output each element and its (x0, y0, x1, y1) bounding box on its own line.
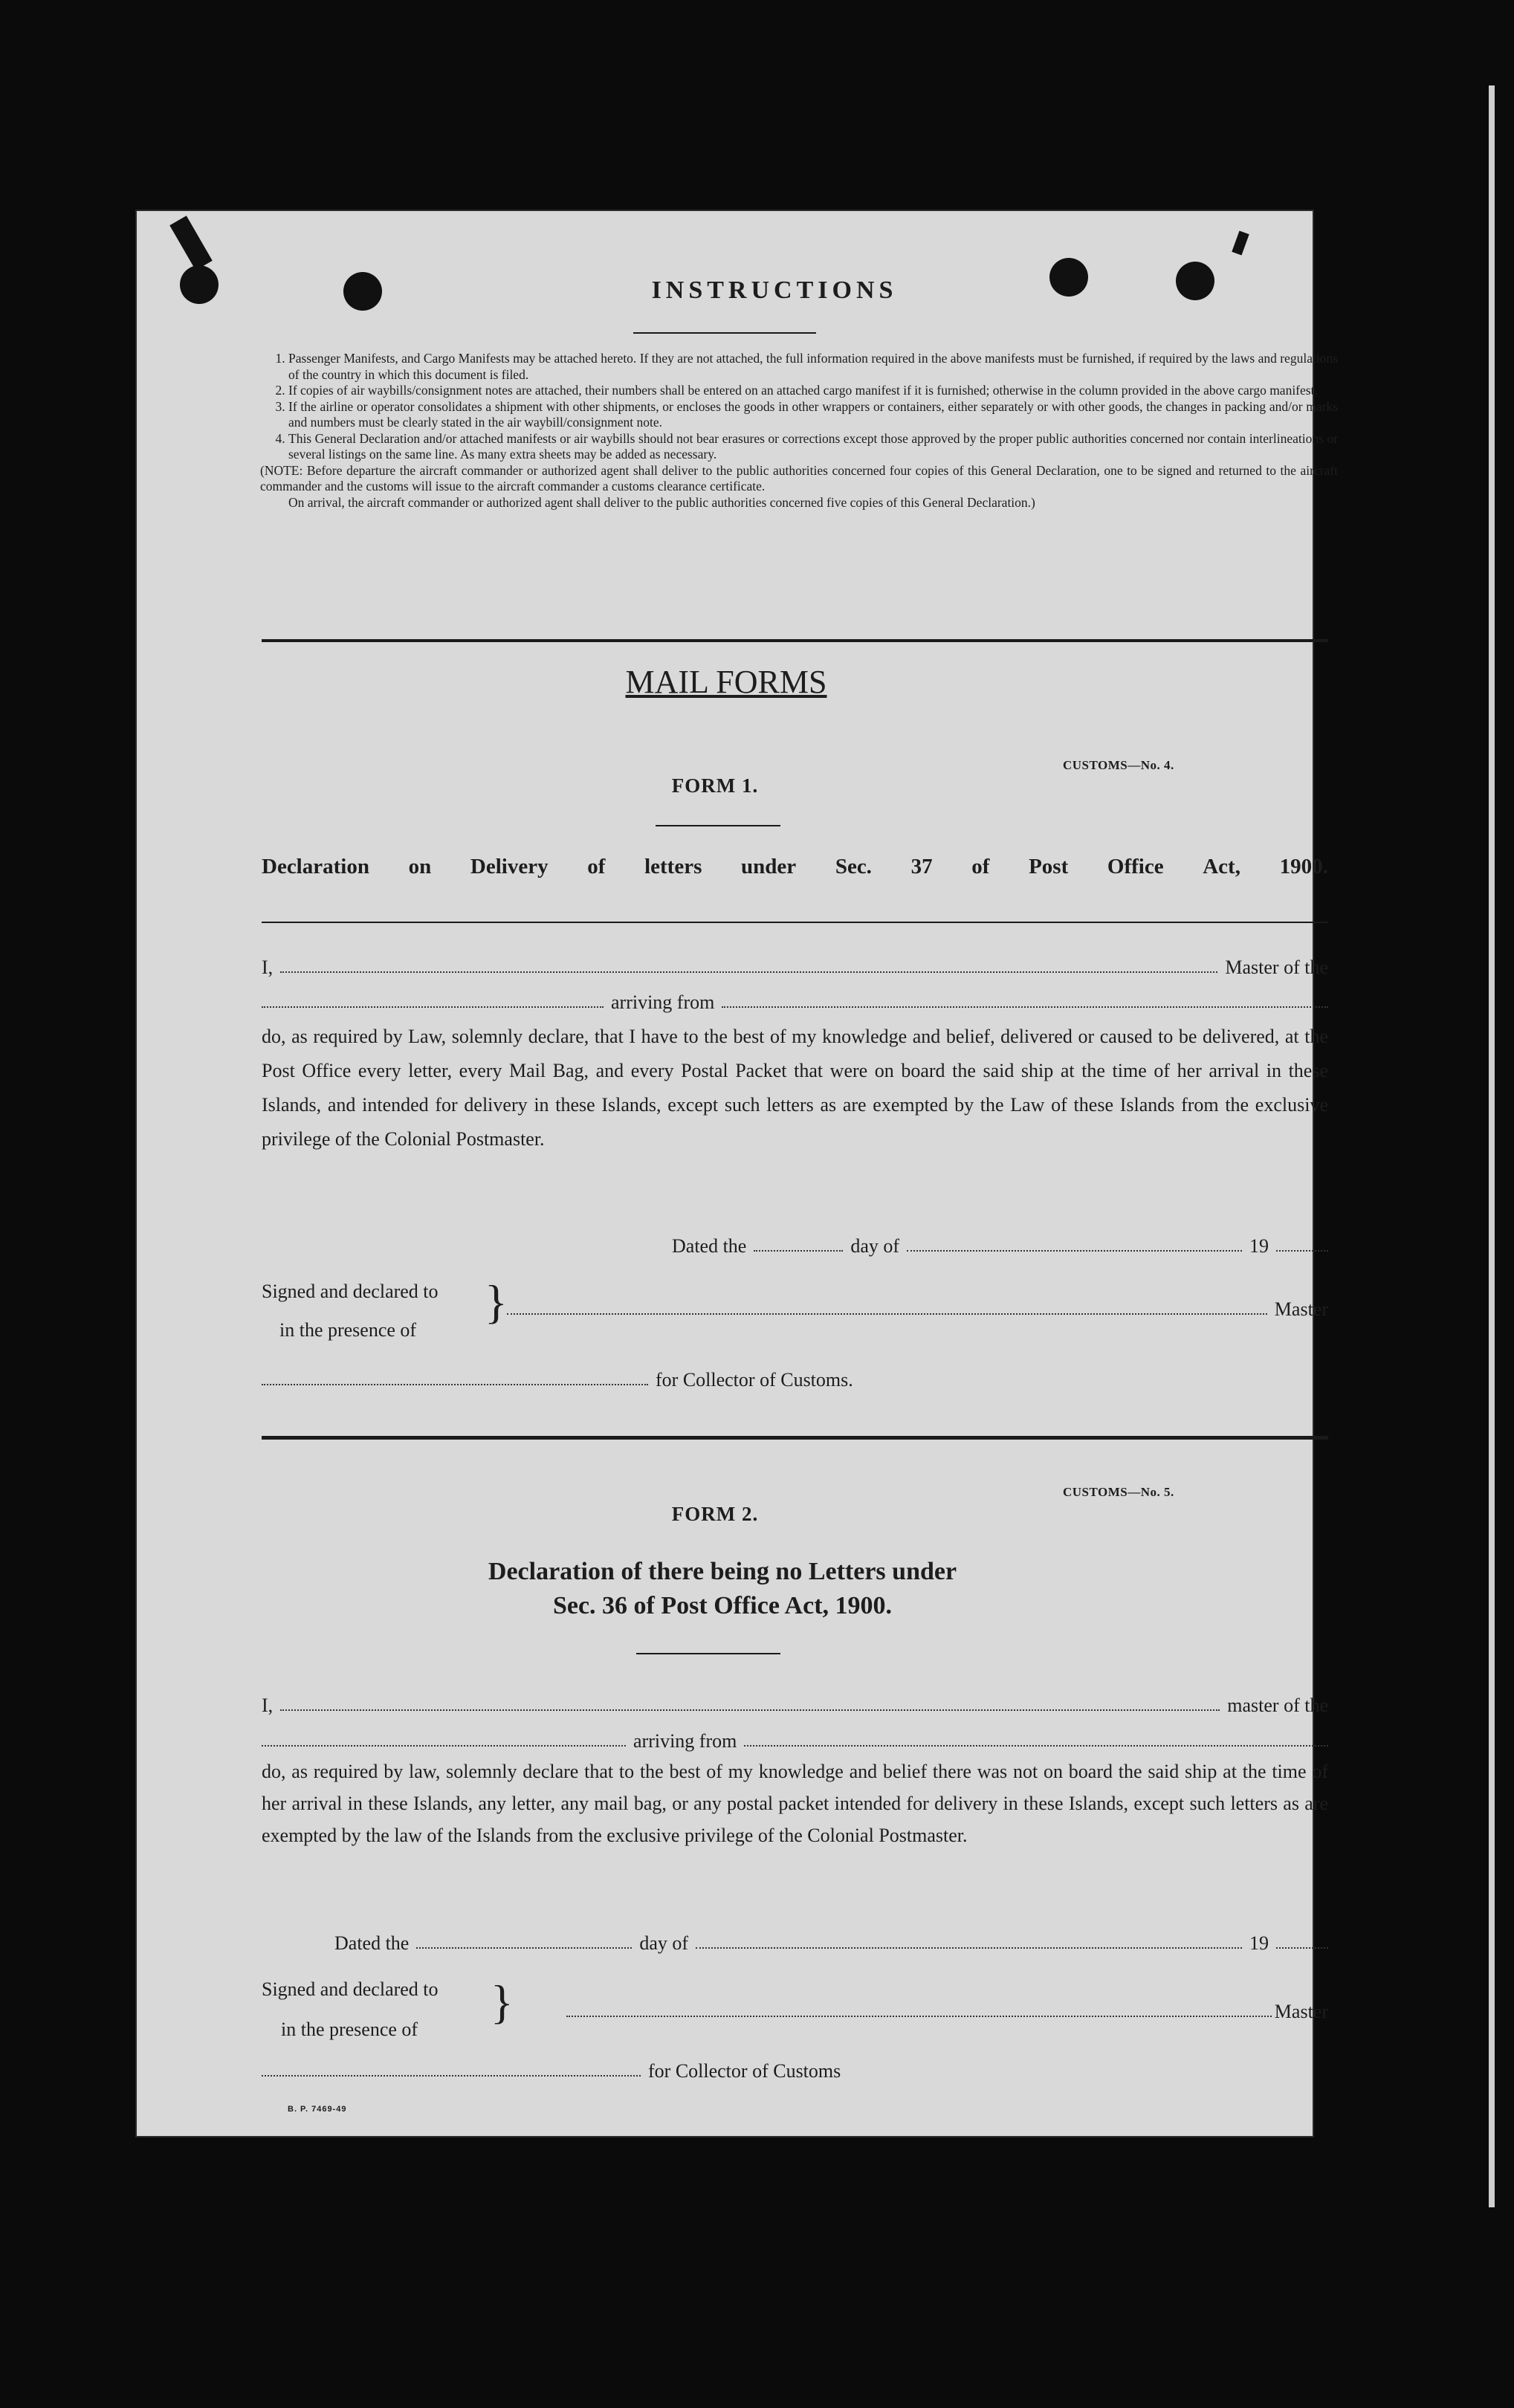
form2-collector-line: for Collector of Customs (262, 2060, 931, 2082)
film-edge (1489, 85, 1495, 2207)
collector-signature-field[interactable] (262, 1384, 648, 1385)
form1-label: FORM 1. (671, 774, 759, 797)
form1-collector-line: for Collector of Customs. (262, 1369, 931, 1391)
section-divider (262, 1436, 1328, 1440)
form1-title: Declaration on Delivery of letters under Sec. 37 of Post Office Act, 1900. (262, 855, 1328, 878)
punch-hole (343, 272, 382, 311)
form1-body: do, as required by Law, solemnly declare, that I have to the best of my knowledge and belief, delivered or caused to be delivered, at the Post Office every letter, every Mail Bag, and every Postal Packet that were on board the said ship at the time of her arrival in these Islands, and intended for delivery in these Islands, except such letters as are exempted by the Law of these Islands from the exclusive privilege of the Colonial Postmaster. (262, 1026, 1328, 1150)
month-field[interactable] (696, 1947, 1242, 1949)
section-divider (262, 639, 1328, 642)
form1-arriving-line: arriving from (262, 991, 1328, 1014)
instruction-item: 4. This General Declaration and/or attached manifests or air waybills should not bear erasures or corrections except those approved by the proper public authorities concerned nor contain interlineations or several listings on the same line. As many extra sheets may be added as necessary. (288, 431, 1338, 463)
form2-arriving-line: arriving from (262, 1730, 1328, 1752)
year-field[interactable] (1276, 1947, 1328, 1949)
form2-master-line: I, master of the (262, 1695, 1328, 1716)
punch-hole (180, 265, 219, 304)
master-signature-field[interactable] (566, 2016, 1272, 2017)
year-field[interactable] (1276, 1250, 1328, 1252)
printer-code: B. P. 7469-49 (288, 2105, 347, 2114)
ship-name-field[interactable] (262, 1745, 626, 1747)
form1-dated-line: Dated the day of 19 (672, 1235, 1328, 1258)
arriving-from-field[interactable] (744, 1745, 1328, 1747)
arriving-from-field[interactable] (722, 1006, 1328, 1008)
form1-title-rule (262, 922, 1328, 923)
brace: } (485, 1275, 508, 1328)
form2-dated-line: Dated the day of 19 (334, 1932, 1328, 1955)
form1-customs-number: CUSTOMS—No. 4. (1063, 758, 1174, 772)
form2-customs-number: CUSTOMS—No. 5. (1063, 1485, 1174, 1499)
form1-master-line: I, Master of the (262, 957, 1328, 978)
form1-master-signature-line: Master (507, 1298, 1328, 1321)
day-field[interactable] (754, 1250, 843, 1252)
month-field[interactable] (907, 1250, 1242, 1252)
instructions-list (260, 351, 1338, 511)
instruction-item: 3. If the airline or operator consolidates a shipment with other shipments, or encloses the goods in other wrappers or containers, either separately or with other goods, the changes in packing and/or marks and numbers must be clearly stated in the air waybill/consignment note. (288, 399, 1338, 431)
ship-name-field[interactable] (262, 1006, 604, 1008)
form1-label-underline (656, 825, 780, 826)
form1-signed-block: Signed and declared to in the presence of (262, 1281, 439, 1341)
punch-hole (1049, 258, 1088, 297)
instruction-note: (NOTE: Before departure the aircraft commander or authorized agent shall deliver to the public authorities concerned four copies of this General Declaration, one to be signed and returned to the aircraft commander and the customs will issue to the aircraft commander a customs clearance certificate. (260, 462, 1338, 493)
brace: } (491, 1975, 514, 2028)
instruction-note-arrival: On arrival, the aircraft commander or authorized agent shall deliver to the public authorities concerned five copies of this General Declaration.) (288, 494, 1035, 510)
form2-title-underline (636, 1653, 780, 1654)
form2-title: Declaration of there being no Letters under Sec. 36 of Post Office Act, 1900. (488, 1558, 957, 1619)
collector-signature-field[interactable] (262, 2075, 641, 2077)
master-signature-field[interactable] (507, 1313, 1267, 1315)
form2-body: do, as required by law, solemnly declare that to the best of my knowledge and belief there was not on board the said ship at the time of her arrival in these Islands, any letter, any mail bag, or any postal packet intended for delivery in these Islands, except such letters as are exempted by the law of the Islands from the exclusive privilege of the Colonial Postmaster. (262, 1761, 1328, 1846)
punch-hole (1176, 262, 1214, 300)
title-underline (633, 332, 816, 334)
master-name-field[interactable] (280, 971, 1217, 973)
instruction-item: 1. Passenger Manifests, and Cargo Manifests may be attached hereto. If they are not attached, the full information required in the above manifests must be furnished, if required by the laws and regulations of the country in which this document is filed. (288, 351, 1338, 383)
form2-signed-block: Signed and declared to in the presence of (262, 1978, 439, 2040)
ink-smudge (1232, 231, 1249, 256)
form2-label: FORM 2. (671, 1503, 759, 1525)
ink-smudge (169, 216, 213, 271)
form2-master-signature-line: Master (566, 2001, 1328, 2023)
instructions-title: INSTRUCTIONS (651, 276, 898, 304)
master-name-field[interactable] (280, 1709, 1220, 1711)
document-page (135, 210, 1338, 2137)
instruction-item: 2. If copies of air waybills/consignment notes are attached, their numbers shall be entered on an attached cargo manifest if it is furnished; otherwise in the column provided in the above cargo manifest. (288, 383, 1338, 399)
mail-forms-title: MAIL FORMS (625, 664, 827, 700)
day-field[interactable] (416, 1947, 632, 1949)
